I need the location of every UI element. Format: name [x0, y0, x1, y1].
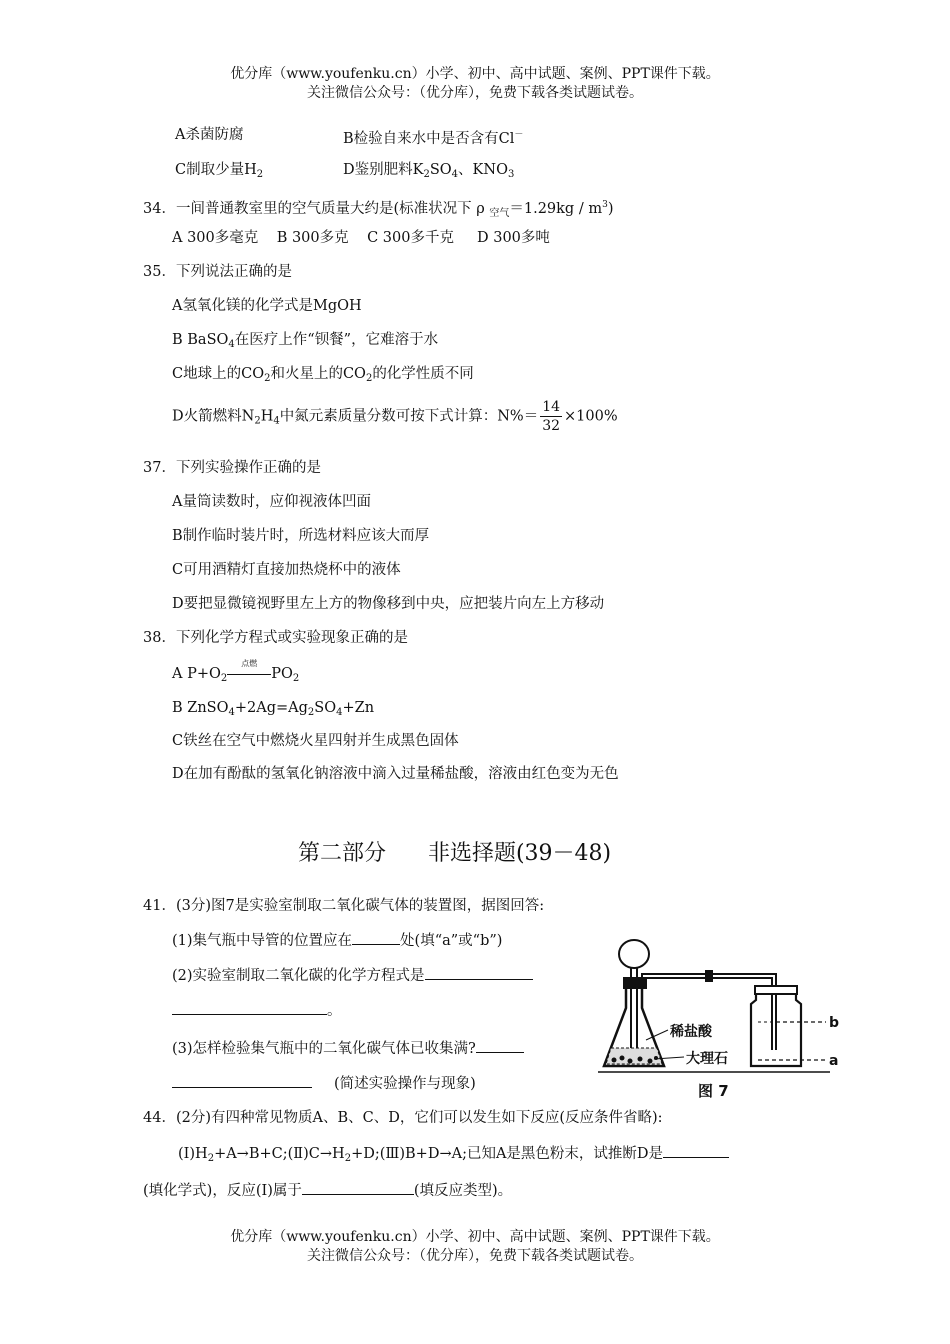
q34-stem: 34．一间普通教室里的空气质量大约是(标准状况下 ρ $_{空气}=1.29kg / m^3$): [143, 200, 614, 219]
section-title: 第二部分 非选择题(39－48): [298, 841, 612, 866]
q41-part-3: (3)怎样检验集气瓶中的二氧化碳气体已收集满?: [172, 1038, 524, 1059]
figure-caption: 图 7: [698, 1082, 729, 1100]
q37-stem: 37．下列实验操作正确的是: [143, 460, 321, 476]
q34-options: A 300多毫克 B 300多克 C 300多千克 D 300多吨: [172, 230, 550, 246]
footer-line-2: 关注微信公众号：（优分库），免费下载各类试题试卷。: [307, 1248, 643, 1264]
q44-stem: 44．(2分)有四种常见物质A、B、C、D，它们可以发生如下反应(反应条件省略):: [143, 1110, 663, 1126]
q44-reactions: $(Ⅰ)H_2+A\to B+C;(Ⅱ)C\to H_2+D;(Ⅲ)B+D\to A$;已知A是黑色粉末，试推断D是: [178, 1143, 729, 1169]
q35-option-a: A氢氧化镁的化学式是MgOH: [172, 298, 362, 314]
q37-option-a: A量筒读数时，应仰视液体凹面: [172, 494, 371, 510]
answer-blank[interactable]: [663, 1143, 729, 1158]
label-a: a: [829, 1053, 839, 1069]
jar-stopper: [755, 986, 797, 994]
q35-option-d: D火箭燃料$N_2H_4$中氮元素质量分数可按下式计算：N%＝ $\frac{14}{32}$ ×100%: [172, 399, 618, 434]
q41-stem: 41．(3分)图7是实验室制取二氧化碳气体的装置图，据图回答:: [143, 898, 545, 914]
answer-blank[interactable]: [302, 1180, 414, 1195]
q44-line-3: (填化学式)，反应(Ⅰ)属于 (填反应类型)。: [143, 1180, 512, 1201]
q38-stem: 38．下列化学方程式或实验现象正确的是: [143, 630, 408, 646]
q33-option-c: C制取少量$H_2$: [175, 162, 264, 180]
q38-option-d: D在加有酚酞的氢氧化钠溶液中滴入过量稀盐酸，溶液由红色变为无色: [172, 766, 619, 782]
label-dilute-hcl: 稀盐酸: [670, 1024, 712, 1040]
q37-option-d: D要把显微镜视野里左上方的物像移到中央，应把装片向左上方移动: [172, 596, 605, 612]
q37-option-c: C可用酒精灯直接加热烧杯中的液体: [172, 562, 401, 578]
answer-blank[interactable]: [425, 965, 533, 980]
header-line-2: 关注微信公众号：（优分库），免费下载各类试题试卷。: [307, 85, 643, 101]
q41-part-2-continued: 。: [172, 1000, 342, 1021]
q37-option-b: B制作临时装片时，所选材料应该大而厚: [172, 528, 430, 544]
q35-option-c: C地球上的$CO_2$和火星上的$CO_2$的化学性质不同: [172, 366, 474, 384]
header-line-1: 优分库（www.youfenku.cn）小学、初中、高中试题、案例、PPT课件下载。: [230, 66, 720, 82]
q35-stem: 35．下列说法正确的是: [143, 264, 292, 280]
q41-part-3-continued: (简述实验操作与现象): [172, 1073, 476, 1094]
fraction: $\frac{14}{32}$: [542, 399, 561, 434]
label-b: b: [829, 1015, 840, 1031]
answer-blank[interactable]: [172, 1073, 312, 1088]
q41-part-2: (2)实验室制取二氧化碳的化学方程式是: [172, 965, 533, 986]
funnel-bulb: [619, 940, 649, 968]
q33-option-d: D鉴别肥料$K_2SO_4$、$KNO_3$: [343, 162, 515, 180]
q38-option-b: B $ZnSO_4+2Ag=Ag_2SO_4+Zn$: [172, 700, 375, 718]
label-marble: 大理石: [686, 1051, 728, 1067]
reaction-arrow: 点燃: [227, 664, 271, 684]
tube-clamp: [706, 971, 712, 981]
q41-part-1: (1)集气瓶中导管的位置应在 处(填“a”或“b”): [172, 930, 502, 951]
co2-apparatus-figure: [598, 930, 860, 1108]
answer-blank[interactable]: [352, 930, 400, 945]
answer-blank[interactable]: [476, 1038, 524, 1053]
q35-option-b: B BaSO$_4$在医疗上作“钡餐”，它难溶于水: [172, 332, 439, 350]
q38-option-a: A $P+O_2$ 点燃 $PO_2$: [172, 659, 300, 684]
q33-option-b: B检验自来水中是否含有Cl－: [343, 130, 524, 147]
q33-option-a: A杀菌防腐: [175, 127, 244, 143]
q38-option-c: C铁丝在空气中燃烧火星四射并生成黑色固体: [172, 733, 459, 749]
answer-blank[interactable]: [172, 1000, 327, 1015]
footer-line-1: 优分库（www.youfenku.cn）小学、初中、高中试题、案例、PPT课件下载。: [230, 1229, 720, 1245]
